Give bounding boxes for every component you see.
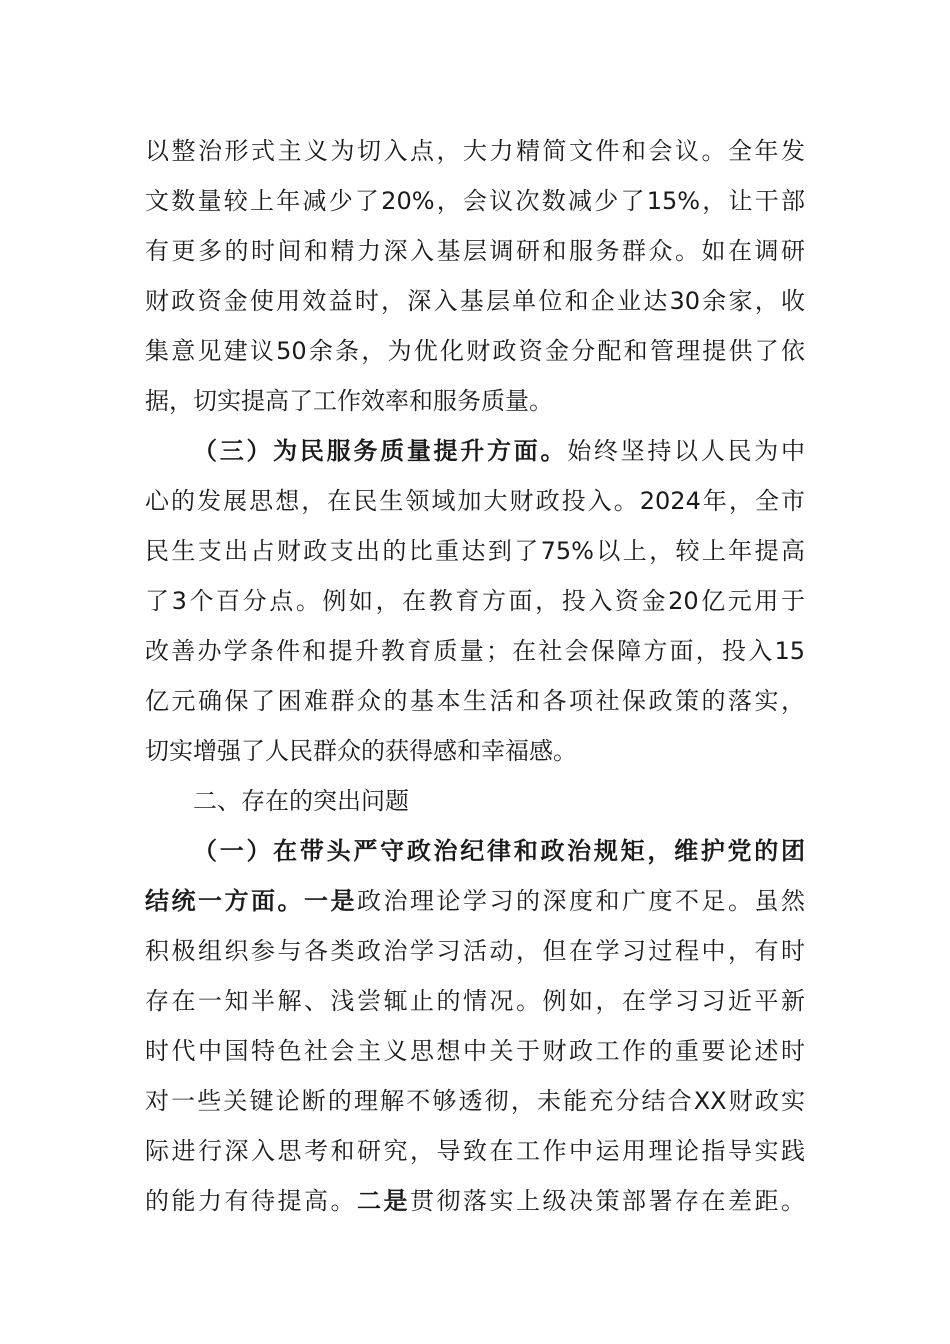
section-heading: （三）为民服务质量提升方面。 [193,437,568,465]
body-text-line [145,276,805,326]
line-text: 存在一知半解、浅尝辄止的情况。例如，在学习习近平新 [145,987,805,1015]
line-text: 切实增强了人民群众的获得感和幸福感。 [145,737,577,765]
line-text: 的能力有待提高。 [145,1187,357,1215]
line-text: 际进行深入思考和研究，导致在工作中运用理论指导实践 [145,1137,805,1165]
item-marker: 二是 [357,1187,410,1215]
line-text: 心的发展思想，在民生领域加大财政投入。2024年，全市 [145,487,805,515]
line-text: 改善办学条件和提升教育质量；在社会保障方面，投入15 [145,637,805,665]
chapter-heading: 二、存在的突出问题 [193,787,409,815]
body-text-line [145,1026,805,1076]
body-text-line [145,726,805,776]
line-text: 积极组织参与各类政治学习活动，但在学习过程中，有时 [145,937,805,965]
line-text: 亿元确保了困难群众的基本生活和各项社保政策的落实， [145,687,805,715]
line-text: 有更多的时间和精力深入基层调研和服务群众。如在调研 [145,237,805,265]
line-text: 民生支出占财政支出的比重达到了75%以上，较上年提高 [145,537,805,565]
line-text: 对一些关键论断的理解不够透彻，未能充分结合XX财政实 [145,1087,805,1115]
line-text: 以整治形式主义为切入点，大力精简文件和会议。全年发 [145,137,805,165]
body-text-line [145,576,805,626]
body-text-line [145,926,805,976]
line-text: 了3个百分点。例如，在教育方面，投入资金20亿元用于 [145,587,805,615]
body-text-line [145,876,805,926]
body-text-line [145,526,805,576]
line-text: 政治理论学习的深度和广度不足。虽然 [357,887,805,915]
line-text: 集意见建议50余条，为优化财政资金分配和管理提供了依 [145,337,805,365]
chapter-heading-line [193,776,805,826]
section-heading-line [193,426,805,476]
body-text-line [145,676,805,726]
section-heading: （一）在带头严守政治纪律和政治规矩，维护党的团 [193,837,805,865]
line-text: 据，切实提高了工作效率和服务质量。 [145,387,553,415]
body-text-line [145,326,805,376]
body-text-line [145,376,805,426]
body-text-line [145,626,805,676]
section-heading: 结统一方面。一是 [145,887,357,915]
line-text: 始终坚持以人民为中 [567,437,805,465]
body-text-line [145,126,805,176]
line-text: 文数量较上年减少了20%，会议次数减少了15%，让干部 [145,187,805,215]
body-text-line [145,976,805,1026]
section-heading-line [193,826,805,876]
line-text: 时代中国特色社会主义思想中关于财政工作的重要论述时 [145,1037,805,1065]
body-text-line [145,476,805,526]
body-text-line [145,1176,805,1226]
body-text-line [145,176,805,226]
body-text-line [145,1076,805,1126]
line-text: 财政资金使用效益时，深入基层单位和企业达30余家，收 [145,287,805,315]
line-text: 贯彻落实上级决策部署存在差距。 [410,1187,805,1215]
body-text-line [145,1126,805,1176]
body-text-line [145,226,805,276]
